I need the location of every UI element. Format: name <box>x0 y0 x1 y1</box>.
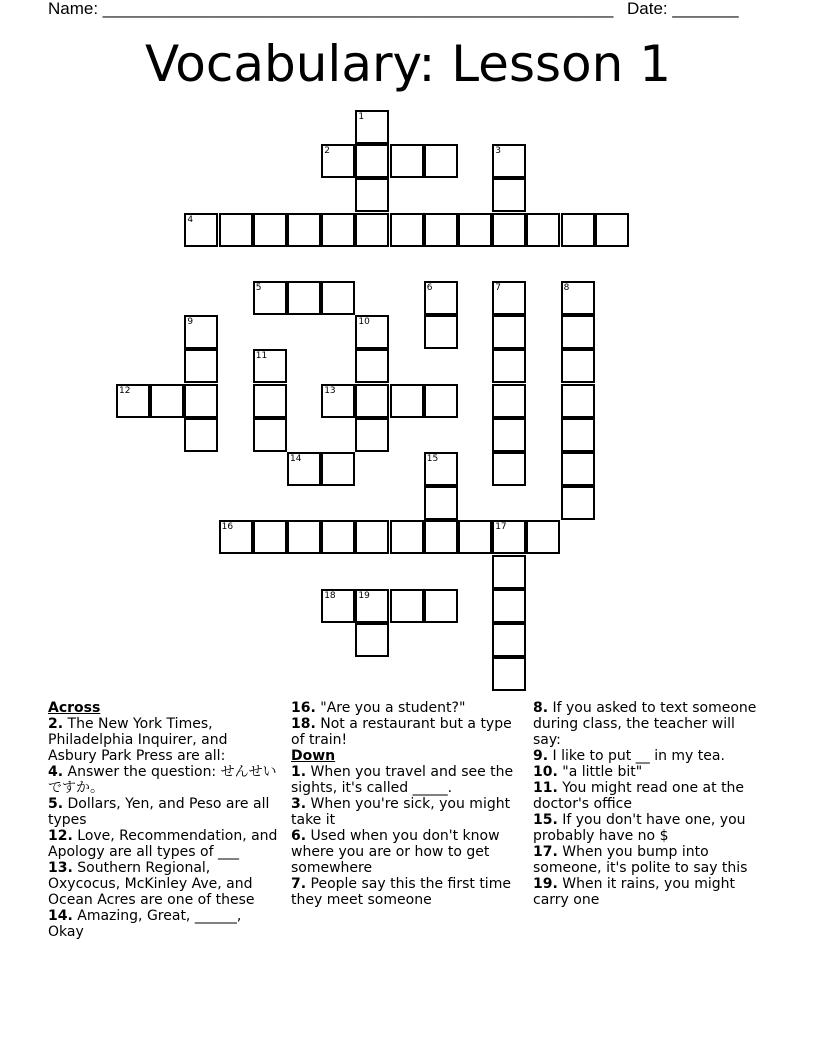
grid-cell[interactable] <box>355 213 389 247</box>
grid-cell[interactable] <box>355 418 389 452</box>
grid-cell[interactable] <box>253 418 287 452</box>
clue-number: 9. <box>533 748 549 764</box>
clue-text: Amazing, Great, ______, Okay <box>48 908 242 940</box>
grid-cell-12[interactable] <box>116 384 150 418</box>
clue-item <box>533 876 761 908</box>
grid-cell[interactable] <box>492 178 526 212</box>
clue-number: 8 <box>563 283 570 293</box>
clues-column-2 <box>291 700 516 908</box>
clue-text: Not a restaurant but a type of train! <box>291 716 512 748</box>
clue-number: 3. <box>291 796 307 812</box>
grid-cell[interactable] <box>561 213 595 247</box>
down-clue-list <box>291 764 516 908</box>
clue-number: 16 <box>221 522 234 533</box>
across-clue-list <box>48 716 278 940</box>
clue-text: Love, Recommendation, and Apology are all types of ___ <box>48 828 278 860</box>
clue-item <box>48 860 278 908</box>
grid-cell[interactable] <box>355 520 389 554</box>
grid-cell[interactable] <box>595 213 629 247</box>
clue-item <box>291 716 516 748</box>
clue-item <box>291 796 516 828</box>
grid-cell[interactable] <box>424 213 458 247</box>
grid-cell[interactable] <box>355 178 389 212</box>
grid-cell[interactable] <box>219 213 253 247</box>
clue-item <box>48 764 278 796</box>
clue-text: The New York Times, Philadelphia Inquirer, and Asbury Park Press are all: <box>48 716 228 764</box>
clue-number: 17 <box>495 522 507 533</box>
grid-cell[interactable] <box>355 144 389 178</box>
clue-item <box>48 716 278 764</box>
clue-number: 12 <box>119 385 131 396</box>
grid-cell[interactable] <box>492 315 526 349</box>
clue-number: 2 <box>324 146 330 157</box>
clue-text: I like to put __ in my tea. <box>548 748 725 764</box>
clue-number: 7 <box>495 283 501 293</box>
clue-text: When you're sick, you might take it <box>291 796 511 828</box>
clue-text: When it rains, you might carry one <box>533 876 735 908</box>
grid-cell[interactable] <box>184 384 218 418</box>
grid-cell[interactable] <box>287 281 321 315</box>
clue-number: 6 <box>426 283 433 293</box>
clue-text: You might read one at the doctor's office <box>533 780 745 812</box>
grid-cell[interactable] <box>355 384 389 418</box>
grid-cell[interactable] <box>287 213 321 247</box>
clue-item <box>48 796 278 828</box>
grid-cell[interactable] <box>390 384 424 418</box>
clue-number: 10 <box>358 317 370 328</box>
clue-number: 6. <box>291 828 307 844</box>
grid-cell[interactable] <box>390 589 424 623</box>
page-title: Vocabulary: Lesson 1 <box>144 35 672 93</box>
grid-cell-5[interactable] <box>253 281 287 315</box>
clue-number: 4 <box>187 214 194 225</box>
grid-cell[interactable] <box>561 452 595 486</box>
grid-cell[interactable] <box>561 486 595 520</box>
grid-cell-10[interactable] <box>355 315 389 349</box>
clue-text: Dollars, Yen, and Peso are all types <box>48 796 270 828</box>
grid-cell[interactable] <box>253 384 287 418</box>
clue-number: 18. <box>291 716 316 732</box>
grid-cell[interactable] <box>458 213 492 247</box>
grid-cell-18[interactable] <box>321 589 355 623</box>
grid-cell[interactable] <box>561 349 595 383</box>
clue-number: 11 <box>255 351 268 362</box>
clue-item <box>291 764 516 796</box>
grid-cell[interactable] <box>355 349 389 383</box>
down-heading: Down <box>291 748 336 764</box>
grid-cell[interactable] <box>492 384 526 418</box>
clue-item <box>291 700 516 716</box>
clue-number: 15. <box>533 812 558 828</box>
clue-number: 7. <box>291 876 307 892</box>
grid-cell[interactable] <box>321 452 355 486</box>
clue-item <box>533 764 761 780</box>
grid-cell[interactable] <box>492 349 526 383</box>
clue-number: 15 <box>426 454 439 464</box>
grid-cell-16[interactable] <box>219 520 253 554</box>
clue-text: People say this the first time they meet someone <box>291 876 511 908</box>
clue-number: 5. <box>48 796 64 812</box>
grid-cell[interactable] <box>150 384 184 418</box>
clue-text: When you bump into someone, it's polite to say this <box>533 844 748 876</box>
grid-cell[interactable] <box>390 213 424 247</box>
grid-cell[interactable] <box>561 384 595 418</box>
grid-cell[interactable] <box>492 452 526 486</box>
clue-number: 8. <box>533 700 549 716</box>
clue-text: When you travel and see the sights, it's called _____. <box>291 764 514 796</box>
grid-cell[interactable] <box>321 213 355 247</box>
clue-number: 11. <box>533 780 558 796</box>
clue-number: 13. <box>48 860 73 876</box>
grid-cell[interactable] <box>561 315 595 349</box>
clue-item <box>533 812 761 844</box>
grid-cell[interactable] <box>492 418 526 452</box>
grid-cell[interactable] <box>390 520 424 554</box>
grid-cell[interactable] <box>561 418 595 452</box>
grid-cell-14[interactable] <box>287 452 321 486</box>
grid-cell[interactable] <box>526 213 560 247</box>
clue-number: 18 <box>324 590 336 601</box>
clue-number: 14. <box>48 908 73 924</box>
clue-number: 14 <box>290 454 302 464</box>
clue-number: 3 <box>495 146 501 157</box>
grid-cell[interactable] <box>424 315 458 349</box>
clue-item <box>48 828 278 860</box>
grid-cell[interactable] <box>458 520 492 554</box>
grid-cell[interactable] <box>424 520 458 554</box>
clue-number: 9 <box>187 317 194 328</box>
grid-cell[interactable] <box>184 349 218 383</box>
clue-number: 10. <box>533 764 558 780</box>
across-clue-list <box>291 700 516 748</box>
clue-number: 1. <box>291 764 307 780</box>
grid-cell-1[interactable] <box>355 110 389 144</box>
clue-item <box>533 700 761 748</box>
grid-cell[interactable] <box>424 486 458 520</box>
clue-item <box>291 876 516 908</box>
grid-cell-11[interactable] <box>253 349 287 383</box>
clue-text: If you don't have one, you probably have no $ <box>533 812 746 844</box>
down-clue-list <box>533 700 761 908</box>
clue-item <box>533 780 761 812</box>
clue-item <box>533 844 761 876</box>
grid-cell[interactable] <box>492 623 526 657</box>
clue-text: Southern Regional, Oxycocus, McKinley Ave, and Ocean Acres are one of these <box>48 860 255 908</box>
grid-cell[interactable] <box>492 555 526 589</box>
grid-cell-2[interactable] <box>321 144 355 178</box>
grid-cell-15[interactable] <box>424 452 458 486</box>
grid-cell[interactable] <box>253 520 287 554</box>
clue-text: "a little bit" <box>557 764 643 780</box>
grid-cell-19[interactable] <box>355 589 389 623</box>
grid-cell[interactable] <box>184 418 218 452</box>
grid-cell[interactable] <box>424 384 458 418</box>
grid-cell[interactable] <box>526 520 560 554</box>
grid-cell[interactable] <box>492 657 526 691</box>
clue-number: 16. <box>291 700 316 716</box>
grid-cell[interactable] <box>355 623 389 657</box>
grid-cell-13[interactable] <box>321 384 355 418</box>
clue-item <box>48 908 278 940</box>
name-field-label: Name: ______________________________________________________ <box>48 0 614 18</box>
grid-cell-7[interactable] <box>492 281 526 315</box>
grid-cell[interactable] <box>321 520 355 554</box>
clues-column-1 <box>48 700 278 940</box>
grid-cell-9[interactable] <box>184 315 218 349</box>
clue-text: "Are you a student?" <box>315 700 466 716</box>
grid-cell-4[interactable] <box>184 213 218 247</box>
grid-cell-8[interactable] <box>561 281 595 315</box>
clue-number: 12. <box>48 828 73 844</box>
grid-cell[interactable] <box>321 281 355 315</box>
grid-cell-17[interactable] <box>492 520 526 554</box>
clue-number: 1 <box>358 112 365 122</box>
grid-cell[interactable] <box>390 144 424 178</box>
grid-cell[interactable] <box>287 520 321 554</box>
clue-number: 19 <box>358 590 370 601</box>
clues-column-3 <box>533 700 761 908</box>
across-heading: Across <box>48 700 101 716</box>
clue-number: 5 <box>255 283 262 293</box>
clue-item <box>533 748 761 764</box>
grid-cell[interactable] <box>492 213 526 247</box>
clue-number: 17. <box>533 844 558 860</box>
clue-item <box>291 828 516 876</box>
grid-cell[interactable] <box>253 213 287 247</box>
date-field-label: Date: _______ <box>627 0 739 18</box>
clue-text: If you asked to text someone during class, the teacher will say: <box>533 700 757 748</box>
grid-cell[interactable] <box>424 589 458 623</box>
clue-text: Answer the question: せんせいですか。 <box>48 764 277 796</box>
grid-cell[interactable] <box>492 589 526 623</box>
clue-text: Used when you don't know where you are or how to get somewhere <box>291 828 500 876</box>
clue-number: 13 <box>324 385 336 396</box>
grid-cell-3[interactable] <box>492 144 526 178</box>
grid-cell-6[interactable] <box>424 281 458 315</box>
grid-cell[interactable] <box>424 144 458 178</box>
clue-number: 2. <box>48 716 64 732</box>
clue-number: 19. <box>533 876 558 892</box>
clue-number: 4. <box>48 764 64 780</box>
